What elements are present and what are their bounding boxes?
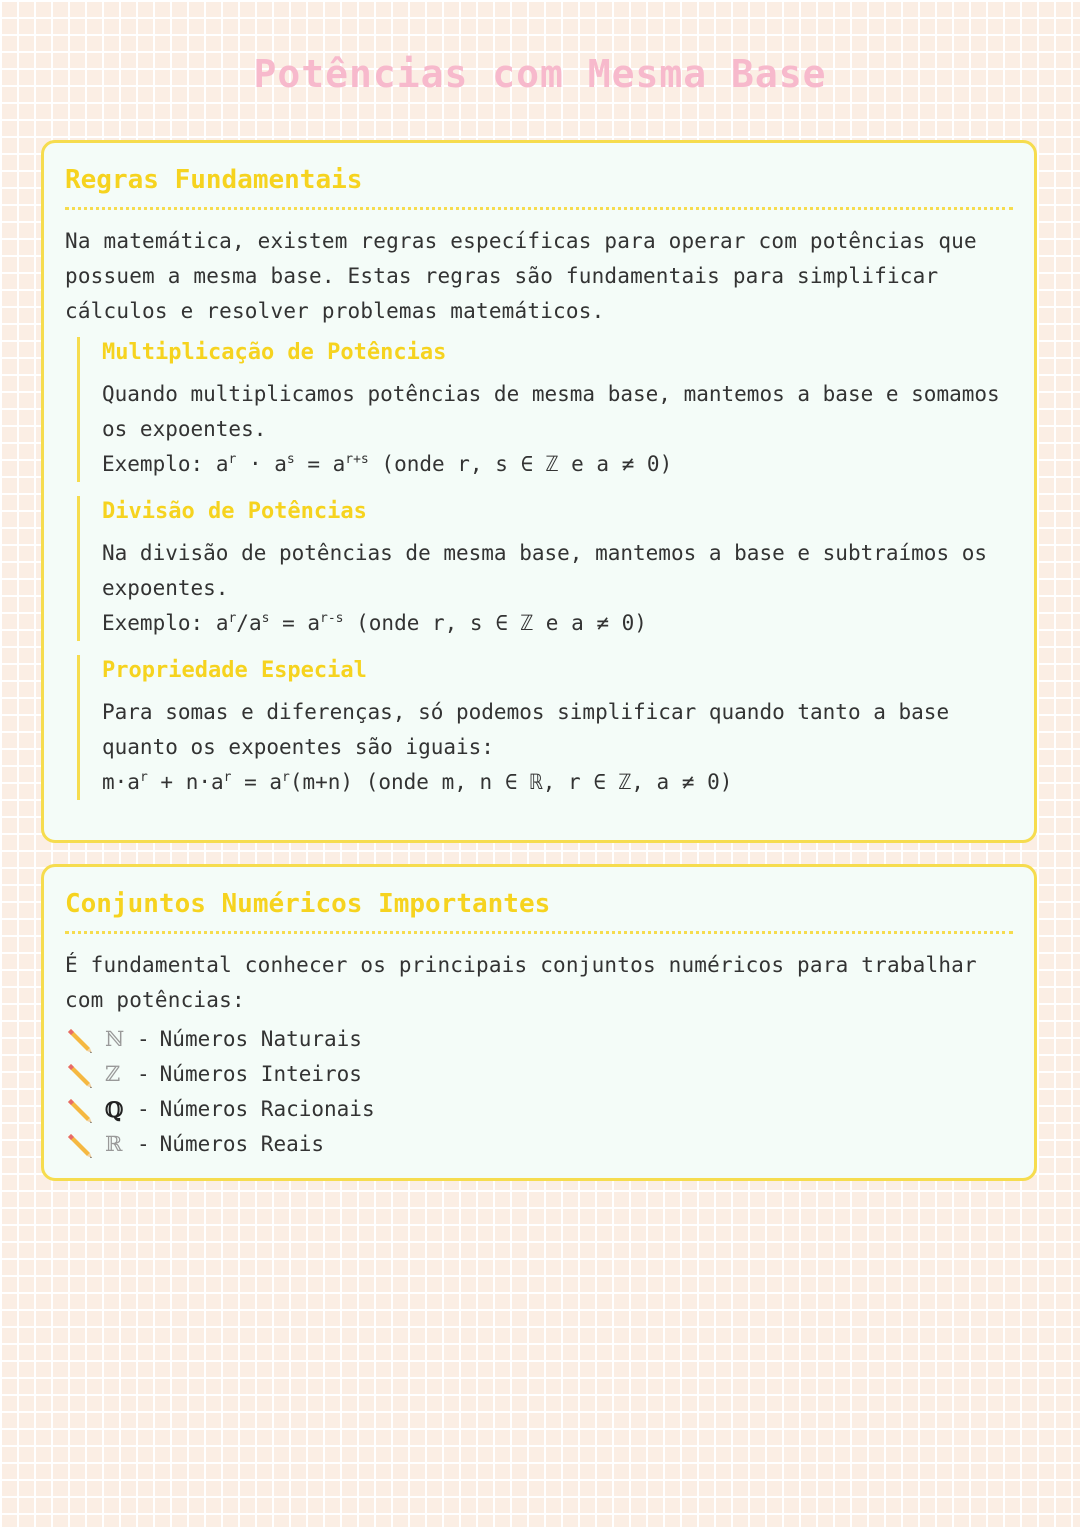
example-label: Exemplo: bbox=[102, 452, 204, 476]
list-item bbox=[65, 1092, 1013, 1127]
pencil-icon bbox=[65, 1061, 93, 1089]
list-item bbox=[65, 1127, 1013, 1162]
example-condition: (onde r, s ∈ ℤ e a ≠ 0) bbox=[356, 611, 647, 635]
separator: - bbox=[137, 1062, 150, 1086]
multiplication-formula: $a^r \cdot a^s = a^{r+s}$ bbox=[215, 452, 369, 476]
special-block bbox=[77, 655, 1013, 800]
pencil-icon bbox=[65, 1096, 93, 1124]
rules-title: Regras Fundamentais bbox=[65, 165, 1013, 210]
set-symbol: ℤ bbox=[105, 1062, 121, 1086]
list-item bbox=[65, 1057, 1013, 1092]
example-condition: (onde r, s ∈ ℤ e a ≠ 0) bbox=[381, 452, 673, 476]
multiplication-block bbox=[77, 337, 1013, 482]
special-text: Para somas e diferenças, só podemos simplificar quando tanto a base quanto os expoentes são iguais: bbox=[102, 700, 950, 759]
special-example bbox=[102, 765, 1013, 800]
sets-list bbox=[65, 1022, 1013, 1162]
separator: - bbox=[137, 1097, 150, 1121]
multiplication-title: Multiplicação de Potências bbox=[102, 340, 447, 365]
division-example bbox=[102, 606, 1013, 641]
list-item bbox=[65, 1022, 1013, 1057]
example-condition: (onde m, n ∈ ℝ, r ∈ ℤ, a ≠ 0) bbox=[365, 770, 733, 794]
rules-card bbox=[41, 140, 1037, 843]
special-formula-end: (m+n) bbox=[289, 770, 354, 794]
set-label: Números Inteiros bbox=[159, 1062, 362, 1086]
division-block bbox=[77, 496, 1013, 641]
page-title: Potências com Mesma Base bbox=[253, 52, 827, 96]
multiplication-text: Quando multiplicamos potências de mesma base, mantemos a base e somamos os expoentes. bbox=[102, 382, 1000, 441]
set-symbol: ℚ bbox=[105, 1097, 124, 1122]
set-label: Números Naturais bbox=[159, 1027, 362, 1051]
special-formula: $m\cdot a^r + n\cdot a^r = a^r(m+n)$ bbox=[102, 770, 354, 794]
pencil-icon bbox=[65, 1131, 93, 1159]
multiplication-example bbox=[102, 447, 1013, 482]
separator: - bbox=[137, 1027, 150, 1051]
division-title: Divisão de Potências bbox=[102, 499, 367, 524]
division-formula: $a^r/a^s = a^{r-s}$ bbox=[215, 611, 344, 635]
sets-intro: É fundamental conhecer os principais conjuntos numéricos para trabalhar com potências: bbox=[65, 953, 977, 1012]
set-symbol: ℕ bbox=[105, 1027, 125, 1051]
example-label: Exemplo: bbox=[102, 611, 204, 635]
special-title: Propriedade Especial bbox=[102, 658, 367, 683]
rules-intro: Na matemática, existem regras específicas para operar com potências que possuem a mesma base. Estas regras são fundamentais para simplificar cálculos e resolver problemas matemáticos. bbox=[65, 229, 977, 323]
division-text: Na divisão de potências de mesma base, mantemos a base e subtraímos os expoentes. bbox=[102, 541, 988, 600]
sets-title: Conjuntos Numéricos Importantes bbox=[65, 889, 1013, 934]
set-symbol: ℝ bbox=[105, 1132, 123, 1156]
set-label: Números Reais bbox=[159, 1132, 325, 1156]
set-label: Números Racionais bbox=[159, 1097, 375, 1121]
pencil-icon bbox=[65, 1026, 93, 1054]
sets-card bbox=[41, 864, 1037, 1181]
separator: - bbox=[137, 1132, 150, 1156]
